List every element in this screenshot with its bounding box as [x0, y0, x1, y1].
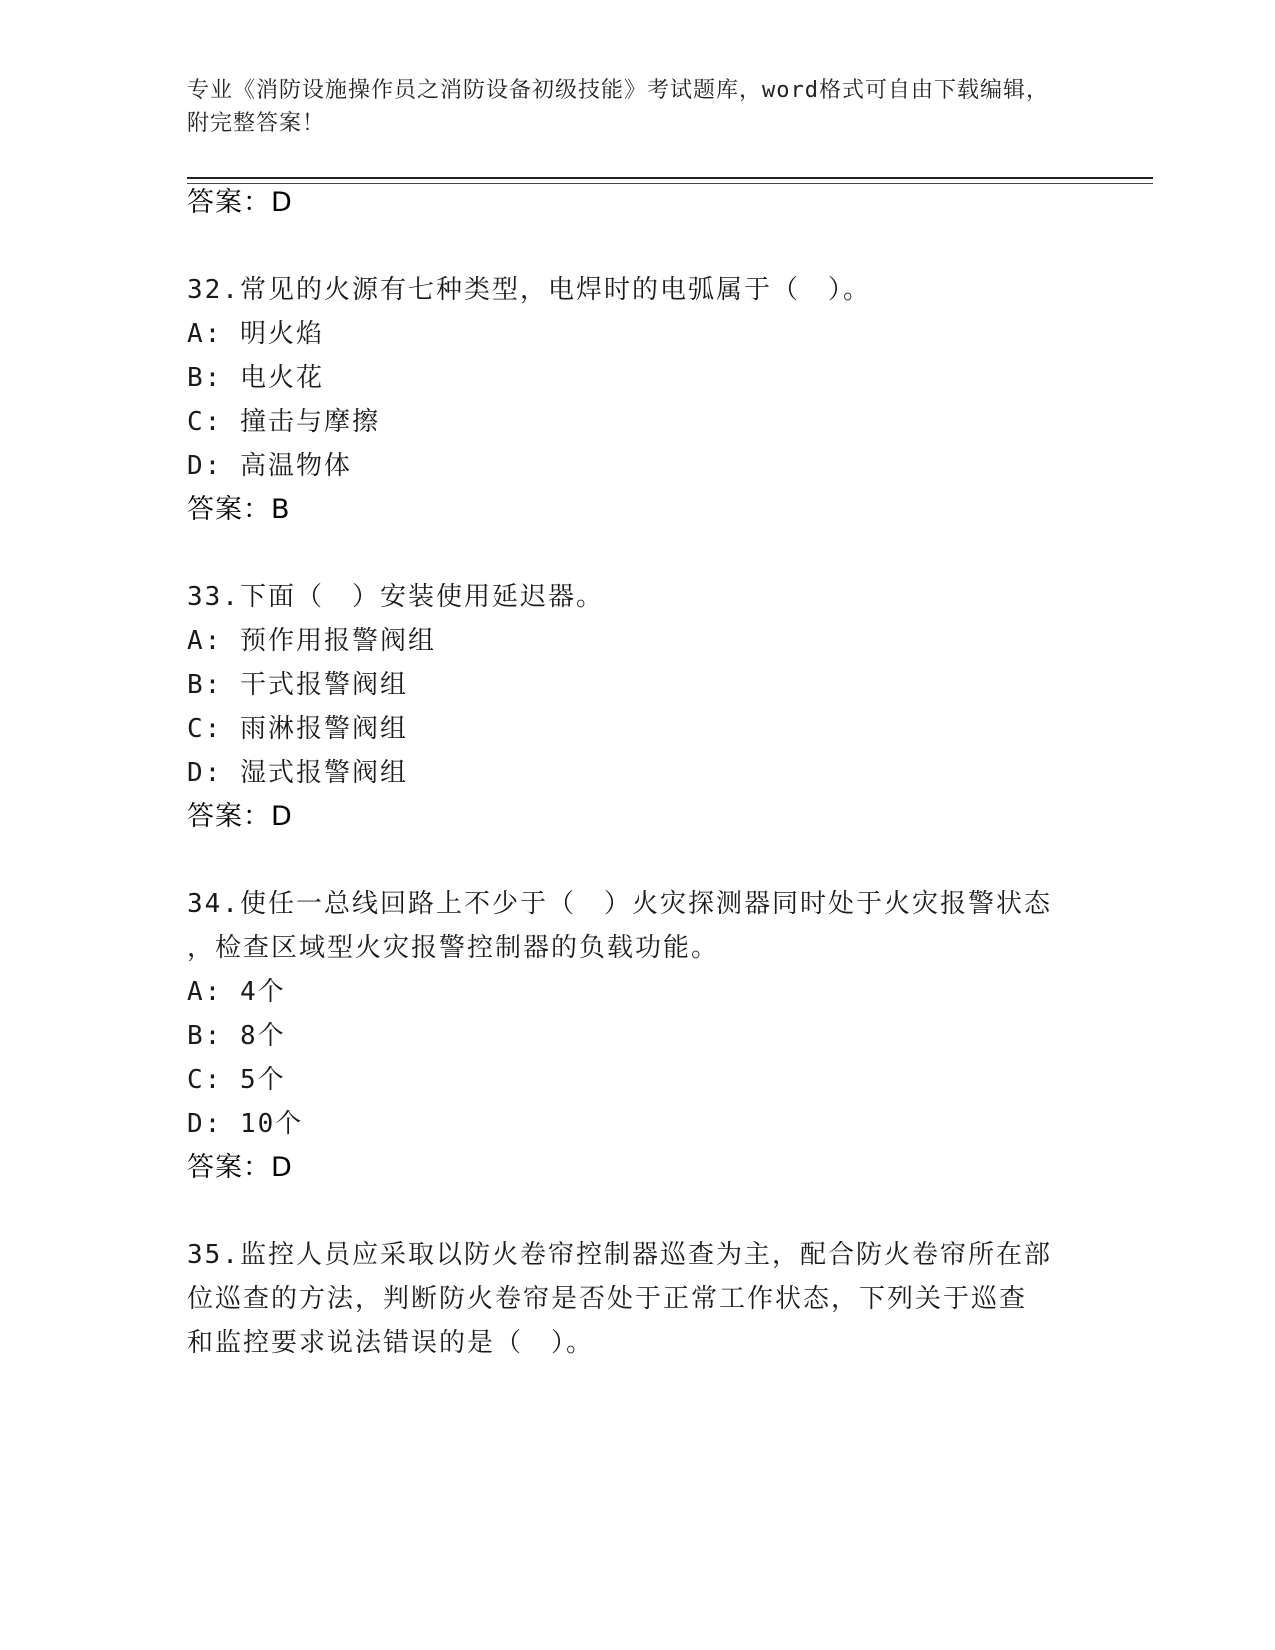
option-d: D: 10个 [187, 1109, 304, 1139]
answer-label: 答案：B [187, 494, 291, 525]
answer-label: 答案：D [187, 1152, 293, 1183]
question-stem-line-3: 和监控要求说法错误的是（ ）。 [187, 1328, 595, 1358]
question-stem: 32.常见的火源有七种类型，电焊时的电弧属于（ ）。 [187, 275, 871, 305]
answer-label: 答案：D [187, 801, 293, 832]
header-rule-thin [187, 183, 1153, 184]
option-c: C: 5个 [187, 1065, 286, 1095]
option-b: B: 电火花 [187, 363, 324, 393]
question-stem-line-2: ，检查区域型火灾报警控制器的负载功能。 [187, 933, 720, 963]
option-a: A: 4个 [187, 977, 286, 1007]
option-d: D: 湿式报警阀组 [187, 758, 408, 788]
document-header: 专业《消防设施操作员之消防设备初级技能》考试题库，word格式可自由下载编辑，附完整答案！ [187, 78, 1049, 136]
option-d: D: 高温物体 [187, 451, 352, 481]
header-rule-thick [187, 177, 1153, 179]
question-stem-line-1: 34.使任一总线回路上不少于（ ）火灾探测器同时处于火灾报警状态 [187, 889, 1052, 919]
option-a: A: 预作用报警阀组 [187, 626, 436, 656]
question-stem: 33.下面（ ）安装使用延迟器。 [187, 582, 604, 612]
answer-label: 答案：D [187, 187, 293, 218]
option-c: C: 撞击与摩擦 [187, 407, 380, 437]
question-stem-line-2: 位巡查的方法，判断防火卷帘是否处于正常工作状态，下列关于巡查 [187, 1284, 1028, 1314]
option-a: A: 明火焰 [187, 319, 324, 349]
option-b: B: 干式报警阀组 [187, 670, 408, 700]
question-stem-line-1: 35.监控人员应采取以防火卷帘控制器巡查为主，配合防火卷帘所在部 [187, 1240, 1052, 1270]
option-b: B: 8个 [187, 1021, 286, 1051]
option-c: C: 雨淋报警阀组 [187, 714, 408, 744]
